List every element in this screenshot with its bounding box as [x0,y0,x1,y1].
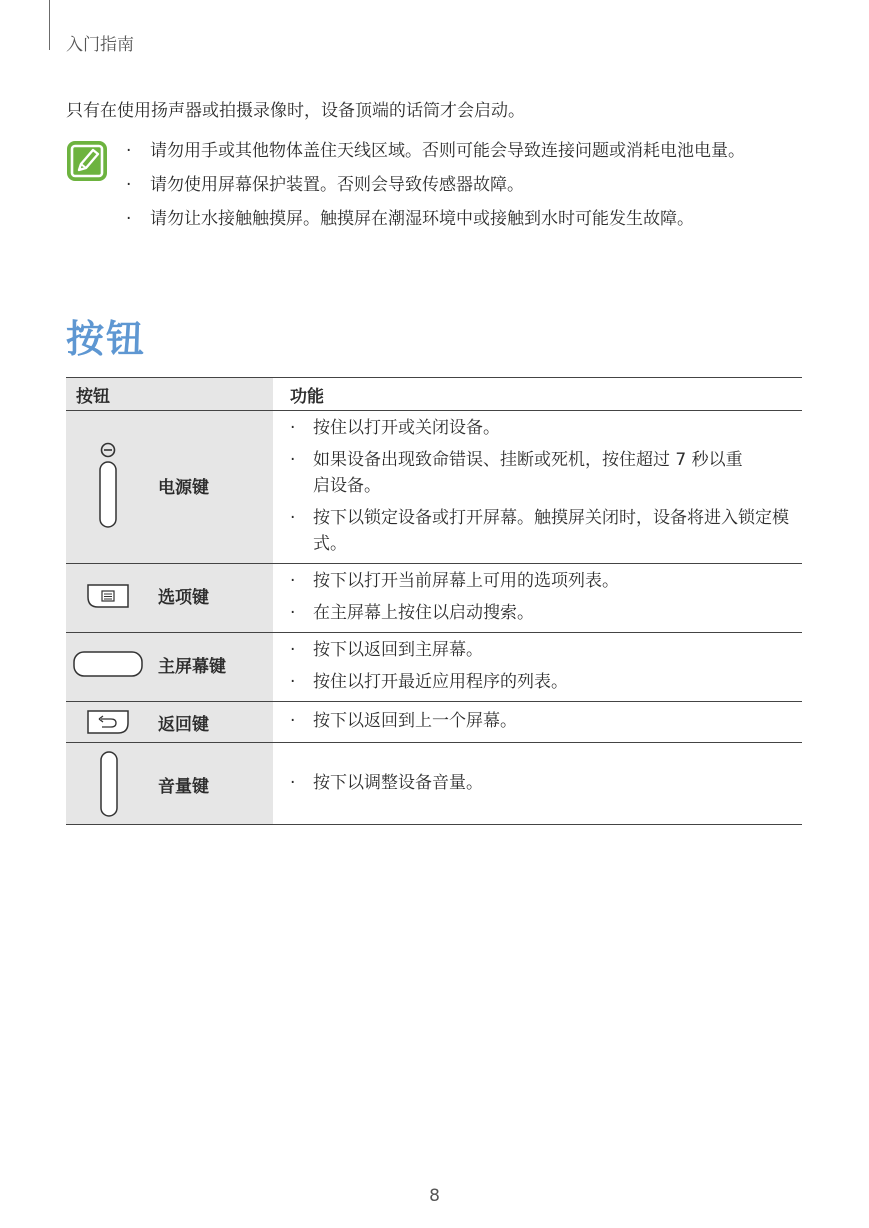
page-number: 8 [429,1186,440,1206]
table-row [66,564,802,633]
function-text: 按下以调整设备音量。 [313,772,483,793]
function-item [290,637,794,663]
function-item [290,770,794,796]
function-item [290,505,794,557]
note-text: 请勿使用屏幕保护装置。否则会导致传感器故障。 [150,175,524,195]
table-row [66,633,802,702]
function-cell [273,564,802,633]
note-text: 请勿用手或其他物体盖住天线区域。否则可能会导致连接问题或消耗电池电量。 [150,141,745,161]
back-key-icon [86,709,130,735]
bullet: · [126,141,132,161]
function-item [290,708,794,734]
bullet: · [290,640,296,660]
key-cell [66,702,273,743]
table-row [66,743,802,825]
section-title: 按钮 [66,317,147,361]
function-text: 如果设备出现致命错误、挂断或死机，按住超过 7 秒以重启设备。 [313,450,743,496]
volume-key-icon [99,750,119,818]
bullet: · [290,772,296,793]
table-row [66,702,802,743]
function-cell [273,702,802,743]
buttons-table [66,377,802,825]
function-text: 按下以返回到主屏幕。 [313,640,483,660]
function-item [290,568,794,594]
key-name: 音量键 [158,777,209,797]
bullet: · [290,711,296,731]
column-header-button: 按钮 [66,378,273,411]
table-header-row [66,378,802,411]
function-text: 在主屏幕上按住以启动搜索。 [313,603,534,623]
function-text: 按下以打开当前屏幕上可用的选项列表。 [313,571,619,591]
table-row [66,411,802,564]
function-text: 按下以返回到上一个屏幕。 [313,711,517,731]
function-text: 按住以打开或关闭设备。 [313,418,500,438]
column-header-function: 功能 [273,378,802,411]
bullet: · [290,450,296,470]
key-name: 返回键 [158,715,209,735]
bullet: · [290,672,296,692]
notes-list [126,138,826,240]
intro-paragraph: 只有在使用扬声器或拍摄录像时，设备顶端的话筒才会启动。 [66,101,525,121]
bullet: · [290,418,296,438]
function-item [290,600,794,626]
key-cell [66,564,273,633]
bullet: · [290,571,296,591]
power-key-icon [97,440,119,530]
corner-rule [49,0,50,50]
key-name: 电源键 [158,478,209,498]
note-item [126,138,826,164]
function-item [290,669,794,695]
bullet: · [126,175,132,195]
bullet: · [290,603,296,623]
function-cell [273,743,802,825]
running-header: 入门指南 [66,35,134,55]
menu-key-icon [86,583,130,609]
key-name: 选项键 [158,588,209,608]
key-cell [66,411,273,564]
bullet: · [290,508,296,528]
key-cell [66,743,273,825]
function-cell [273,633,802,702]
function-text: 按住以打开最近应用程序的列表。 [313,672,568,692]
key-name: 主屏幕键 [158,657,226,677]
function-text: 按下以锁定设备或打开屏幕。触摸屏关闭时，设备将进入锁定模式。 [313,508,789,554]
function-item [290,415,794,441]
function-cell [273,411,802,564]
function-item [290,447,794,499]
note-text: 请勿让水接触触摸屏。触摸屏在潮湿环境中或接触到水时可能发生故障。 [150,209,694,229]
note-item [126,172,826,198]
key-cell [66,633,273,702]
note-item [126,206,826,232]
bullet: · [126,209,132,229]
home-key-icon [72,650,144,678]
note-pencil-icon [66,140,108,182]
